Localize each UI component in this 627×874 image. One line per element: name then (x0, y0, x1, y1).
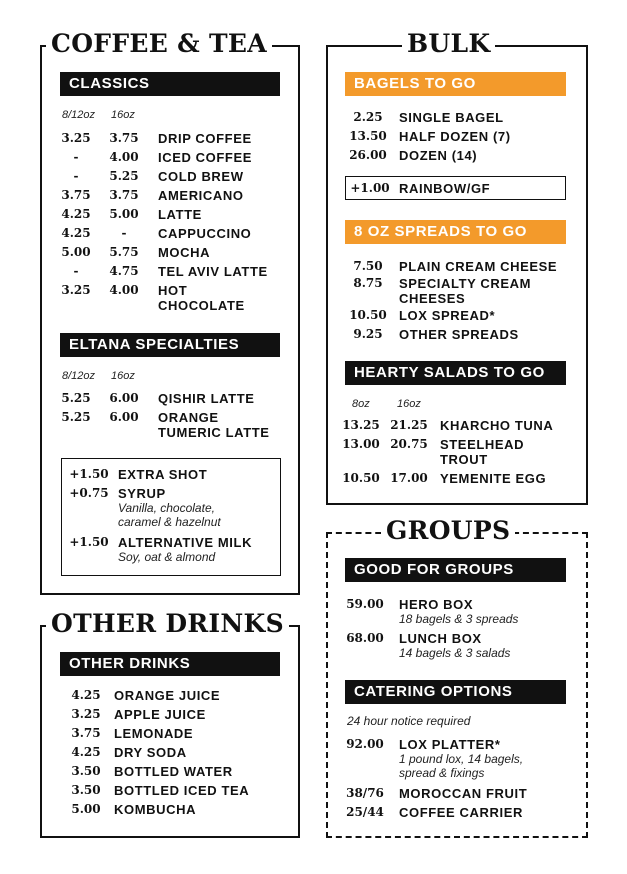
item-description-line2: caramel & hazelnut (118, 515, 221, 529)
salads-size-large: 16oz (397, 398, 421, 410)
item-name: LUNCH BOX (399, 631, 482, 646)
price-small: 10.50 (342, 471, 380, 485)
item-description: Vanilla, chocolate, (118, 501, 215, 515)
item-name-line2: CHEESES (399, 291, 466, 306)
price: 3.50 (71, 783, 101, 797)
catering-note: 24 hour notice required (347, 714, 471, 728)
price-large: 3.75 (109, 188, 139, 202)
price-small: 4.25 (61, 226, 91, 240)
price: 7.50 (353, 259, 383, 273)
price-large: 21.25 (390, 418, 428, 432)
price-large: 20.75 (390, 437, 428, 451)
bulk-title: BULK (402, 31, 495, 57)
price-small: - (73, 150, 79, 164)
item-description: 14 bagels & 3 salads (399, 646, 511, 660)
price-small: 3.75 (61, 188, 91, 202)
item-name: DOZEN (14) (399, 148, 478, 163)
price-small: 3.25 (61, 283, 91, 297)
price: 2.25 (353, 110, 383, 124)
price-large: 5.00 (109, 207, 139, 221)
price: +1.50 (69, 535, 109, 549)
item-name: LEMONADE (114, 726, 194, 741)
price-large: 4.75 (109, 264, 139, 278)
price-small: 13.00 (342, 437, 380, 451)
item-name: PLAIN CREAM CHEESE (399, 259, 558, 274)
item-name: HERO BOX (399, 597, 474, 612)
item-name: MOROCCAN FRUIT (399, 786, 528, 801)
price-large: 5.25 (109, 169, 139, 183)
item-name: APPLE JUICE (114, 707, 206, 722)
item-name-line2: TROUT (440, 452, 488, 467)
item-name: HALF DOZEN (7) (399, 129, 511, 144)
item-description-line2: spread & fixings (399, 766, 485, 780)
item-name-line2: CHOCOLATE (158, 298, 245, 313)
specialties-size-small: 8/12oz (62, 370, 96, 382)
price: +1.50 (69, 467, 109, 481)
price-small: - (73, 264, 79, 278)
price: 4.25 (71, 745, 101, 759)
item-name: LATTE (158, 207, 202, 222)
price-small: 3.25 (61, 131, 91, 145)
item-name: SINGLE BAGEL (399, 110, 504, 125)
item-name: HOT (158, 283, 188, 298)
item-name: OTHER SPREADS (399, 327, 519, 342)
price-small: - (73, 169, 79, 183)
item-name: BOTTLED ICED TEA (114, 783, 250, 798)
item-name: ICED COFFEE (158, 150, 252, 165)
item-name: KOMBUCHA (114, 802, 197, 817)
item-name: SPECIALTY CREAM (399, 276, 532, 291)
item-name: DRY SODA (114, 745, 187, 760)
item-name: CAPPUCCINO (158, 226, 252, 241)
price-large: 4.00 (109, 150, 139, 164)
price-large: 6.00 (109, 410, 139, 424)
item-name: TEL AVIV LATTE (158, 264, 268, 279)
item-name: COLD BREW (158, 169, 244, 184)
item-name: LOX PLATTER* (399, 737, 501, 752)
other-drinks-header: OTHER DRINKS (60, 652, 280, 676)
catering-header: CATERING OPTIONS (345, 680, 566, 704)
item-name: STEELHEAD (440, 437, 525, 452)
price-small: 4.25 (61, 207, 91, 221)
price-large: - (121, 226, 127, 240)
price: 3.25 (71, 707, 101, 721)
price-large: 17.00 (390, 471, 428, 485)
item-description: Soy, oat & almond (118, 550, 216, 564)
price: 25/44 (346, 805, 384, 819)
price: 8.75 (353, 276, 383, 290)
price: 3.50 (71, 764, 101, 778)
salads-size-small: 8oz (352, 398, 370, 410)
price: 92.00 (346, 737, 384, 751)
price: +0.75 (69, 486, 109, 500)
bagels-header: BAGELS TO GO (345, 72, 566, 96)
other-drinks-title: OTHER DRINKS (46, 611, 289, 637)
coffee-tea-title: COFFEE & TEA (46, 31, 272, 57)
item-name: ORANGE (158, 410, 219, 425)
item-name: KHARCHO TUNA (440, 418, 554, 433)
item-name: YEMENITE EGG (440, 471, 547, 486)
price-large: 5.75 (109, 245, 139, 259)
item-name-line2: TUMERIC LATTE (158, 425, 270, 440)
price-large: 6.00 (109, 391, 139, 405)
item-description: 18 bagels & 3 spreads (399, 612, 519, 626)
item-name: ALTERNATIVE MILK (118, 535, 253, 550)
spreads-header: 8 OZ SPREADS TO GO (345, 220, 566, 244)
item-name: LOX SPREAD* (399, 308, 496, 323)
price: 4.25 (71, 688, 101, 702)
price: 10.50 (349, 308, 387, 322)
price: 9.25 (353, 327, 383, 341)
specialties-size-large: 16oz (111, 370, 135, 382)
item-name: ORANGE JUICE (114, 688, 221, 703)
classics-size-small: 8/12oz (62, 109, 96, 121)
item-name: QISHIR LATTE (158, 391, 255, 406)
specialties-header: ELTANA SPECIALTIES (60, 333, 280, 357)
price: 38/76 (346, 786, 384, 800)
price-small: 5.00 (61, 245, 91, 259)
item-name: BOTTLED WATER (114, 764, 233, 779)
classics-header: CLASSICS (60, 72, 280, 96)
price-large: 3.75 (109, 131, 139, 145)
price: 68.00 (346, 631, 384, 645)
bagel-addon-name: RAINBOW/GF (399, 181, 491, 196)
item-name: EXTRA SHOT (118, 467, 208, 482)
price: 5.00 (71, 802, 101, 816)
item-name: AMERICANO (158, 188, 244, 203)
groups-title: GROUPS (381, 518, 515, 544)
price-large: 4.00 (109, 283, 139, 297)
price: 3.75 (71, 726, 101, 740)
price-small: 13.25 (342, 418, 380, 432)
item-name: MOCHA (158, 245, 211, 260)
price: 13.50 (349, 129, 387, 143)
item-description: 1 pound lox, 14 bagels, (399, 752, 524, 766)
salads-header: HEARTY SALADS TO GO (345, 361, 566, 385)
bagel-addon-price: +1.00 (350, 181, 390, 195)
item-name: SYRUP (118, 486, 166, 501)
price: 59.00 (346, 597, 384, 611)
item-name: COFFEE CARRIER (399, 805, 523, 820)
good-for-groups-header: GOOD FOR GROUPS (345, 558, 566, 582)
classics-size-large: 16oz (111, 109, 135, 121)
item-name: DRIP COFFEE (158, 131, 252, 146)
price-small: 5.25 (61, 391, 91, 405)
price: 26.00 (349, 148, 387, 162)
price-small: 5.25 (61, 410, 91, 424)
